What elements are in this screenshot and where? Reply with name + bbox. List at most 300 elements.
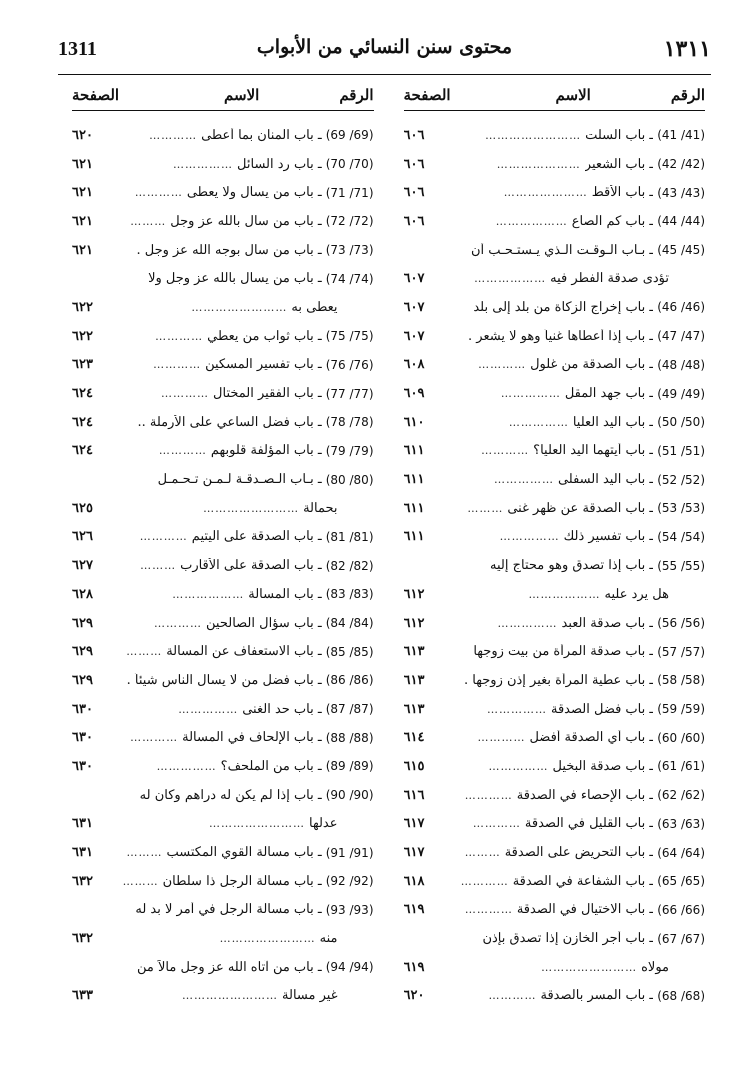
index-entry [404,580,706,609]
entry-text [106,702,374,717]
entry-text [106,845,374,860]
entry-text [438,988,706,1003]
entry-page: ٦٣٢ [72,931,93,947]
entry-number: (58/ 58) [657,673,705,688]
entry-title: ـ باب حد الغنى [242,701,322,717]
entry-title: ـ باب من يسأل بالله عز وجل ولا [148,271,322,287]
index-entry [72,293,374,322]
leader-dots: …………… [488,759,549,773]
entry-text [106,472,374,487]
column-header [72,86,374,111]
entry-number: (56/ 56) [657,616,705,631]
leader-dots: ………… [472,817,521,831]
entry-text [106,357,374,372]
header-num: الرقم [339,86,374,104]
leader-dots: ……… [467,501,504,515]
entry-title: ـ باب من سأل بالله عز وجل [170,213,322,229]
entry-text [106,185,374,200]
index-entry [72,121,374,150]
entry-page: ٦٠٩ [403,386,425,402]
entry-title: ـ بـاب الـوقـت الـذي يـستـحـب أن [470,242,654,258]
entry-page: ٦١١ [403,472,425,488]
entry-page: ٦٠٧ [403,299,425,315]
entry-title: ـ بـاب الـصـدقـة لـمـن تـحـمـل [157,472,322,488]
entry-title: منه [319,931,338,947]
index-entry [72,523,374,552]
leader-dots: ………… [153,358,202,372]
entry-page: ٦٢٥ [72,500,93,516]
entry-number: (86/ 86) [325,673,374,688]
leader-dots: ……………… [528,587,601,601]
entry-title: ـ باب فضل من لا يسأل الناس شيئاً . [126,672,322,688]
entry-text [438,616,706,631]
entry-title: هل يرد عليه [604,586,669,602]
leader-dots: …………………… [182,989,279,1003]
entry-text [438,673,706,688]
entry-number: (94/ 94) [325,960,374,975]
index-entry [72,609,374,638]
entry-page: ٦٣١ [72,845,93,861]
index-entry [404,924,706,953]
leader-dots: ………… [464,788,513,802]
entry-number: (77/ 77) [325,386,374,401]
leader-dots: ………… [155,329,204,343]
entry-number: (69/ 69) [325,128,374,143]
entry-title: ـ باب عطية المرأة بغير إذن زوجها . [464,672,654,688]
leader-dots: ………………… [496,157,581,171]
page-number-latin: 1311 [58,38,97,60]
entry-text [106,443,374,458]
leader-dots: …………………… [219,932,316,946]
entry-number: (44/ 44) [657,214,705,229]
leader-dots: …………… [156,759,217,773]
entry-title: ـ باب صدقة المرأة من بيت زوجها [473,644,654,660]
entry-text [438,529,706,544]
entry-number: (88/ 88) [325,730,374,745]
index-entry [72,723,374,752]
entry-number: (60/ 60) [657,730,705,745]
entry-page: ٦١١ [403,500,425,516]
entry-number: (61/ 61) [657,759,705,774]
entry-title: ـ باب المؤلفة قلوبهم [210,443,322,459]
entry-number: (76/ 76) [325,357,374,372]
entry-title: مولاه [641,959,669,975]
leader-dots: ………… [149,128,198,142]
index-entry [72,838,374,867]
index-entry [404,723,706,752]
entry-title: عدلها [309,816,338,832]
entry-number: (66/ 66) [657,902,705,917]
entry-title: ـ باب رد السائل [237,156,322,172]
entry-text [438,443,706,458]
entry-number: (70/ 70) [325,157,374,172]
entry-page: ٦٠٦ [403,127,425,143]
entry-number: (50/ 50) [657,415,705,430]
entry-page: ٦١٢ [403,586,425,602]
entry-title: ـ باب سؤال الصالحين [206,615,322,631]
entry-title: ـ باب ثواب من يعطي [207,328,322,344]
entry-title: ـ باب الصدقة على اليتيم [191,529,322,545]
entry-number: (92/ 92) [325,874,374,889]
index-entry [404,695,706,724]
index-entry [404,379,706,408]
entry-title: ـ باب الإحصاء في الصدقة [516,787,654,803]
entry-title: غير مسألة [282,988,338,1004]
index-entry [404,178,706,207]
entry-text [438,300,706,315]
index-entry [404,150,706,179]
entry-title: ـ باب أي الصدقة أفضل [529,730,654,746]
entry-page: ٦٢٠ [403,988,425,1004]
entry-page: ٦٢١ [72,242,93,258]
entry-number: (93/ 93) [325,902,374,917]
index-entry [404,207,706,236]
leader-dots: ………… [139,530,188,544]
entry-number: (55/ 55) [657,558,705,573]
entry-number: (68/ 68) [657,988,705,1003]
entry-title: ـ باب المسألة [248,586,322,602]
entry-text [438,902,706,917]
entry-page: ٦١٤ [403,730,425,746]
entry-page: ٦٢٩ [72,672,93,688]
entry-number: (73/ 73) [325,243,374,258]
index-entry [404,465,706,494]
entry-text [438,702,706,717]
leader-dots: ………… [134,186,183,200]
header-num: الرقم [670,86,705,104]
index-entry [404,953,706,982]
entry-title: ـ باب الشعير [584,156,654,172]
entry-title: ـ باب اليد العليا [572,414,654,430]
entry-text [106,902,374,917]
entry-number: (85/ 85) [325,644,374,659]
entry-page: ٦١٦ [403,787,425,803]
index-entry [72,236,374,265]
entry-page: ٦٠٦ [403,185,425,201]
entry-text [106,529,374,544]
entry-title: ـ باب من آتاه الله عز وجل مالاً من [137,959,322,975]
entry-number: (41/ 41) [657,128,705,143]
entry-page: ٦٠٧ [403,271,425,287]
index-entry [72,150,374,179]
entry-page: ٦١١ [403,529,425,545]
entry-page: ٦٢١ [72,156,93,172]
entry-text [106,329,374,344]
entry-page: ٦١٧ [403,816,425,832]
index-entry [404,637,706,666]
entry-title: ـ باب الشفاعة في الصدقة [512,873,654,889]
leader-dots: …………………… [209,817,305,831]
entry-text [106,386,374,401]
entry-title: ـ باب السلت [585,127,654,143]
entry-title: ـ باب كم الصاع [571,213,654,229]
entry-title: ـ باب الصدقة على الأقارب [180,558,322,574]
entry-title: ـ باب المسر بالصدقة [540,988,654,1004]
entry-page: ٦٢٤ [72,386,93,402]
entry-title: ـ باب الصدقة عن ظهر غنى [507,500,654,516]
entry-text [438,558,706,573]
index-entry [404,752,706,781]
entry-number: (64/ 64) [657,845,705,860]
entry-number: (45/ 45) [657,243,705,258]
entry-page: ٦٣٠ [72,701,93,717]
leader-dots: ………… [154,616,203,630]
leader-dots: ………… [477,731,526,745]
entry-title: ـ باب من يسأل ولا يعطى [186,185,322,201]
entry-number: (84/ 84) [325,616,374,631]
entry-text [438,644,706,659]
entry-page: ٦٣٠ [72,758,93,774]
leader-dots: ……… [464,846,501,860]
index-entry [404,236,706,265]
entry-title: ـ باب أجر الخازن إذا تصدق بإذن [482,931,654,947]
index-entry [72,982,374,1011]
entry-page: ٦٢٨ [72,586,93,602]
leader-dots: …………… [493,473,554,487]
index-entry [404,293,706,322]
index-entry [72,695,374,724]
entry-title: ـ باب إذا لم يكن له دراهم وكان له [139,787,322,803]
leader-dots: ………… [478,358,527,372]
index-entry [404,494,706,523]
leader-dots: ……………… [495,214,568,228]
page-header [58,34,711,75]
entry-text [438,816,706,831]
header-page: الصفحة [72,86,120,104]
leader-dots: …………… [508,415,569,429]
entry-number: (72/ 72) [325,214,374,229]
entry-title: تؤدى صدقة الفطر فيه [550,271,669,287]
entry-text [438,788,706,803]
entry-title: ـ باب مسألة الرجل ذا سلطان [162,873,322,889]
leader-dots: ……… [126,846,163,860]
entry-text [106,415,374,430]
entry-number: (52/ 52) [657,472,705,487]
index-column-right [404,86,706,1034]
leader-dots: …………………… [203,501,300,515]
entry-text [106,128,374,143]
leader-dots: ………… [161,387,210,401]
entry-title: ـ باب صدقة البخيل [552,758,654,774]
entry-title: ـ باب المنان بما أعطى [201,127,322,143]
column-header [404,86,706,111]
entry-text [438,472,706,487]
entry-text [106,788,374,803]
entry-text [106,501,374,516]
entry-title: ـ باب جهد المقل [564,386,654,402]
entry-page: ٦٠٦ [403,213,425,229]
entry-number: (59/ 59) [657,702,705,717]
entry-text [438,128,706,143]
leader-dots: ……………… [474,272,547,286]
entry-text [438,960,706,975]
entry-number: (78/ 78) [325,415,374,430]
entry-title: ـ باب اليد السفلى [557,472,654,488]
entry-text [438,214,706,229]
entry-title: ـ باب الاستعفاف عن المسألة [166,644,322,660]
entry-page: ٦١٩ [403,902,425,918]
entry-title: ـ باب الصدقة من غلول [530,357,654,373]
leader-dots: …………………… [541,960,638,974]
entry-number: (54/ 54) [657,529,705,544]
index-entry [72,178,374,207]
index-entry [72,781,374,810]
index-entry [404,781,706,810]
entry-text [438,157,706,172]
entry-text [438,185,706,200]
index-entry [404,982,706,1011]
index-entry [72,752,374,781]
entry-title: يعطى به [291,299,338,315]
leader-dots: …………………… [191,300,288,314]
entry-text [106,587,374,602]
entry-text [106,759,374,774]
index-entry [72,322,374,351]
index-entry [404,408,706,437]
index-entry [72,580,374,609]
leader-dots: ……… [130,214,167,228]
leader-dots: ……… [126,645,163,659]
leader-dots: ……… [122,874,159,888]
entry-page: ٦٣١ [72,816,93,832]
index-entry [72,867,374,896]
entry-page: ٦٢١ [72,213,93,229]
leader-dots: …………… [486,702,547,716]
index-entry [404,838,706,867]
entry-title: ـ باب إذا أعطاها غنياً وهو لا يشعر . [468,328,654,344]
entry-title: ـ باب تفسير المسكين [205,357,322,373]
entry-text [106,960,374,975]
leader-dots: ……………… [172,587,245,601]
entry-text [438,386,706,401]
entry-title: ـ باب أيتهما اليد العليا؟ [533,443,654,459]
leader-dots: ………… [158,444,207,458]
entry-title: ـ باب تفسير ذلك [563,529,654,545]
entry-title: ـ باب مسألة الرجل في أمر لا بد له [135,902,322,918]
entry-page: ٦٢٢ [72,328,93,344]
entry-number: (42/ 42) [657,157,705,172]
entry-text [106,673,374,688]
leader-dots: ………… [464,903,513,917]
entry-number: (43/ 43) [657,185,705,200]
entry-text [106,816,374,831]
entry-number: (51/ 51) [657,443,705,458]
entry-title: ـ باب الاختيال في الصدقة [516,902,654,918]
entry-text [106,271,374,286]
entry-number: (63/ 63) [657,816,705,831]
index-entry [72,924,374,953]
entry-text [438,587,706,602]
entry-number: (74/ 74) [325,271,374,286]
entry-page: ٦٢٣ [72,357,93,373]
leader-dots: ………………… [503,186,588,200]
index-entry [72,953,374,982]
entry-text [438,271,706,286]
entry-text [438,730,706,745]
entry-page: ٦٣٠ [72,730,93,746]
index-entry [404,551,706,580]
entry-number: (46/ 46) [657,300,705,315]
index-entry [404,867,706,896]
entry-text [438,501,706,516]
entry-page: ٦٢٠ [72,127,93,143]
entry-number: (82/ 82) [325,558,374,573]
entry-number: (65/ 65) [657,874,705,889]
leader-dots: ………… [481,444,530,458]
leader-dots: ………… [488,989,537,1003]
entry-text [438,874,706,889]
entry-page: ٦١٩ [403,959,425,975]
index-entry [72,551,374,580]
entry-text [438,357,706,372]
leader-dots: ………… [130,731,179,745]
entry-title: ـ باب صدقة العبد [561,615,654,631]
entry-title: ـ باب فضل الصدقة [550,701,654,717]
entry-title: ـ باب فضل الساعي على الأرملة .. [137,414,322,430]
entry-page: ٦٣٣ [72,988,93,1004]
index-entry [404,437,706,466]
entry-text [106,214,374,229]
entry-title: ـ باب من سأل بوجه الله عز وجل . [136,242,322,258]
page-title: محتوى سنن النسائي من الأبواب [256,36,513,58]
entry-page: ٦٣٢ [72,873,93,889]
entry-page: ٦٢٧ [72,558,93,574]
entry-number: (75/ 75) [325,329,374,344]
entry-page: ٦٢٤ [72,414,93,430]
entry-text [106,931,374,946]
entry-page: ٦٢٤ [72,443,93,459]
index-entry [404,351,706,380]
entry-number: (57/ 57) [657,644,705,659]
entry-text [438,243,706,258]
index-entry [404,896,706,925]
index-entry [72,207,374,236]
index-entry [72,637,374,666]
entry-page: ٦١٢ [403,615,425,631]
entry-text [106,730,374,745]
index-entry [404,264,706,293]
entry-page: ٦٠٧ [403,328,425,344]
index-entry [72,408,374,437]
entry-number: (80/ 80) [325,472,374,487]
entry-title: ـ باب الأقط [591,185,654,201]
entry-number: (89/ 89) [325,759,374,774]
index-column-left [72,86,374,1034]
entry-page: ٦١٧ [403,845,425,861]
index-entry [404,322,706,351]
entry-title: ـ باب إخراج الزكاة من بلد إلى بلد [473,299,654,315]
entry-text [106,243,374,258]
leader-dots: …………… [499,530,560,544]
index-entry [404,523,706,552]
entry-page: ٦١٨ [403,873,425,889]
index-entry [404,666,706,695]
entry-title: ـ باب مسألة القوي المكتسب [166,845,322,861]
entry-number: (48/ 48) [657,357,705,372]
index-entry [72,810,374,839]
header-name: الاسم [224,86,260,104]
index-entry [404,810,706,839]
entry-title: ـ باب من الملحف؟ [220,758,322,774]
entry-title: ـ باب القليل في الصدقة [524,816,654,832]
leader-dots: …………… [497,616,558,630]
entry-page: ٦١٣ [403,701,425,717]
entry-text [438,759,706,774]
entry-number: (62/ 62) [657,788,705,803]
entry-number: (67/ 67) [657,931,705,946]
entry-title: ـ باب الإلحاف في المسألة [182,730,322,746]
index-entry [72,379,374,408]
